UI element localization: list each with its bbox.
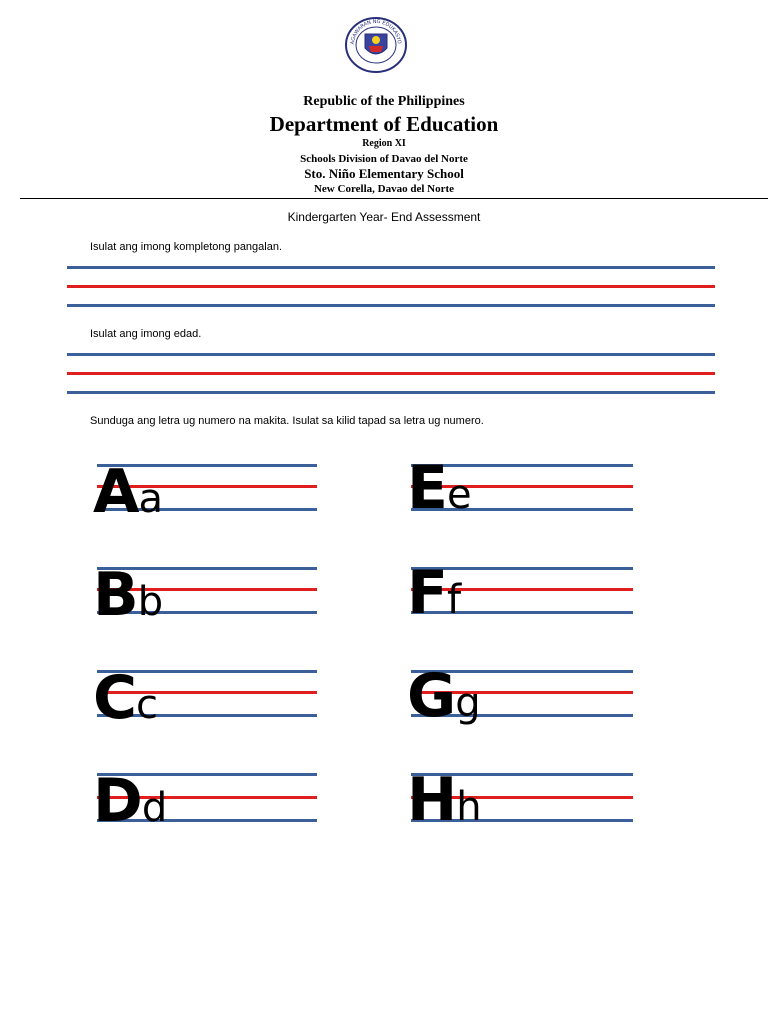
seal-lettering: AGAWARAN NG EDUKASYO [349, 18, 403, 45]
header-republic: Republic of the Philippines [303, 94, 465, 109]
letter-g-glyph: Gg [407, 661, 480, 731]
guide-line-bottom [67, 304, 715, 307]
header-address: New Corella, Davao del Norte [313, 183, 454, 195]
letter-c-glyph: Cc [93, 663, 158, 733]
guide-line-middle [67, 372, 715, 375]
header-school: Sto. Niño Elementary School [304, 166, 464, 181]
header-division: Schools Division of Davao del Norte [300, 153, 468, 165]
guide-line-top [67, 353, 715, 356]
letter-e-glyph: Ee [407, 453, 471, 523]
letter-d-glyph: Dd [93, 766, 167, 836]
guide-line-middle [67, 285, 715, 288]
letter-f-glyph: Ff [407, 558, 461, 628]
header-divider [20, 198, 768, 199]
guide-line-bottom [67, 391, 715, 394]
guide-line-top [67, 266, 715, 269]
instruction-name: Isulat ang imong kompletong pangalan. [90, 241, 283, 253]
header-region: Region XI [362, 138, 406, 149]
header-department: Department of Education [269, 112, 499, 136]
letter-h-glyph: Hh [407, 765, 481, 835]
instruction-trace: Sunduga ang letra ug numero na makita. Isulat sa kilid tapad sa letra ug numero. [90, 415, 484, 427]
letter-b-glyph: Bb [93, 560, 163, 630]
worksheet-title: Kindergarten Year- End Assessment [287, 210, 481, 224]
letter-a-glyph: Aa [93, 457, 162, 527]
deped-seal-logo [341, 16, 411, 74]
instruction-age: Isulat ang imong edad. [90, 328, 202, 340]
